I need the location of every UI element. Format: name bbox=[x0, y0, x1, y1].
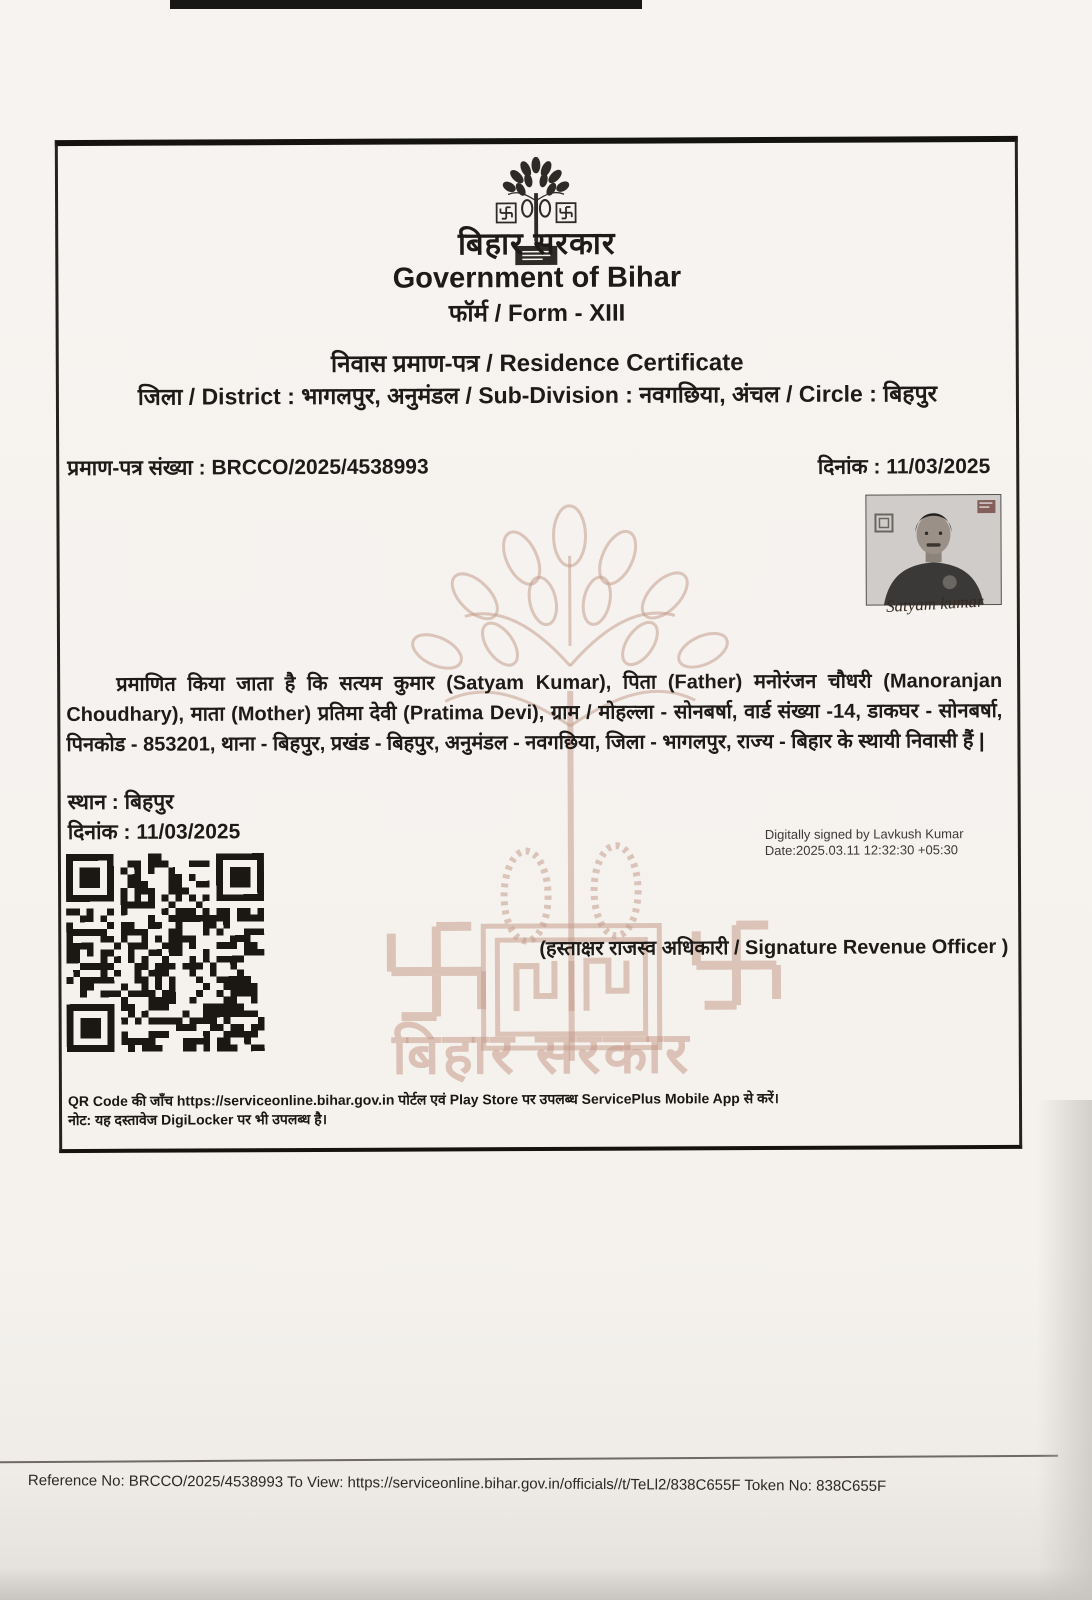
scan-shadow-right bbox=[1037, 1100, 1092, 1600]
swastika-icon bbox=[556, 203, 575, 222]
scan-shadow-bottom bbox=[0, 1568, 1092, 1600]
certificate-body-text: प्रमाणित किया जाता है कि सत्यम कुमार (Satyam Kumar), पिता (Father) मनोरंजन चौधरी (Manoranjan Choudhary), माता (Mother) प्रतिमा देवी (Pratima Devi), ग्राम / मोहल्ला - सोनबर्षा, वार्ड संख्या -14, डाकघर - सोनबर्षा, पिनकोड - 853201, थाना - बिहपुर, प्रखंड - बिहपुर, अनुमंडल - नवगछिया, जिला - भागलपुर, राज्य - बिहार के स्थायी निवासी हैं | bbox=[66, 669, 1003, 757]
form-number: फॉर्म / Form - XIII bbox=[448, 299, 626, 328]
scan-fold-line bbox=[0, 1455, 1058, 1463]
qr-verification-notes bbox=[68, 1089, 779, 1130]
watermark-text: बिहार सरकार bbox=[392, 1021, 692, 1087]
org-name-hindi: बिहार सरकार bbox=[457, 225, 616, 262]
revenue-officer-signature-label: (हस्ताक्षर राजस्व अधिकारी / Signature Revenue Officer ) bbox=[539, 935, 1009, 960]
document-title: निवास प्रमाण-पत्र / Residence Certificate bbox=[330, 349, 744, 378]
digital-signature-line1: Digitally signed by Lavkush Kumar bbox=[764, 826, 964, 843]
certificate-border bbox=[55, 136, 1022, 1153]
org-name-english: Government of Bihar bbox=[392, 261, 682, 295]
swastika-icon bbox=[497, 203, 516, 222]
issue-place: स्थान : बिहपुर bbox=[67, 790, 174, 815]
certificate-number: प्रमाण-पत्र संख्या : BRCCO/2025/4538993 bbox=[67, 455, 429, 481]
scan-artifact-top-strip bbox=[170, 0, 642, 9]
qr-note-line2: नोट: यह दस्तावेज DigiLocker पर भी उपलब्ध है। bbox=[68, 1110, 328, 1129]
district-subdivision-circle-line: जिला / District : भागलपुर, अनुमंडल / Sub-Division : नवगछिया, अंचल / Circle : बिहपुर bbox=[137, 380, 938, 410]
applicant-photo bbox=[865, 494, 1001, 606]
digital-signature-line2: Date:2025.03.11 12:32:30 +05:30 bbox=[764, 842, 959, 859]
issue-date: दिनांक : 11/03/2025 bbox=[67, 820, 241, 845]
applicant-signature: Satyam kumar bbox=[885, 591, 985, 617]
footer-reference-line: Reference No: BRCCO/2025/4538993 To View: https://serviceonline.bihar.gov.in/officials//t/TeLl2/838C655F Token No: 838C655F bbox=[27, 1472, 887, 1495]
digital-signature-stamp bbox=[765, 826, 964, 859]
certificate-date: दिनांक : 11/03/2025 bbox=[817, 455, 991, 479]
qr-code bbox=[66, 851, 265, 1054]
qr-note-line1: QR Code की जाँच https://serviceonline.bihar.gov.in पोर्टल एवं Play Store पर उपलब्ध ServicePlus Mobile App से करें। bbox=[67, 1089, 779, 1110]
certificate-content bbox=[58, 142, 1019, 1149]
